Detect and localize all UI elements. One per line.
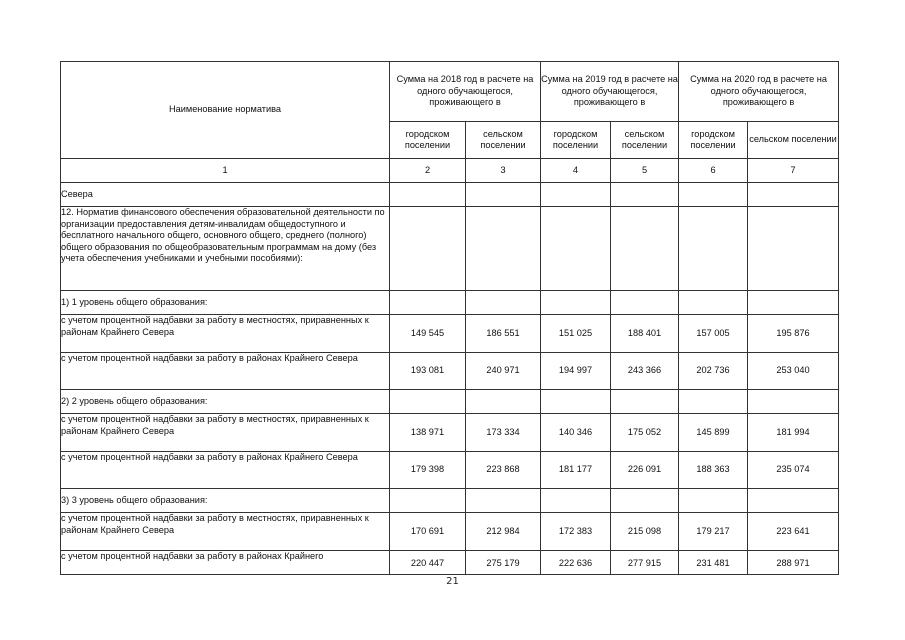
table-row	[61, 353, 839, 390]
value-cell: 175 052	[611, 414, 679, 452]
value-cell: 138 971	[390, 414, 466, 452]
value-cell: 188 401	[611, 315, 679, 353]
column-number: 6	[679, 159, 748, 183]
table-row	[61, 291, 839, 315]
value-cell: 231 481	[679, 551, 748, 575]
value-cell: 140 346	[541, 414, 611, 452]
column-number: 7	[748, 159, 839, 183]
table-row	[61, 489, 839, 513]
table-row	[61, 183, 839, 207]
value-cell: 181 994	[748, 414, 839, 452]
column-number: 5	[611, 159, 679, 183]
header-urban-2019: городском поселении	[541, 122, 611, 159]
value-cell: 194 997	[541, 353, 611, 390]
value-cell: 275 179	[466, 551, 541, 575]
value-cell: 179 217	[679, 513, 748, 551]
header-rural-2019: сельском поселении	[611, 122, 679, 159]
table-row	[61, 315, 839, 353]
value-cell: 222 636	[541, 551, 611, 575]
header-year-2019: Сумма на 2019 год в расчете на одного обучающегося, проживающего в	[541, 62, 679, 122]
value-cell: 277 915	[611, 551, 679, 575]
value-cell: 235 074	[748, 452, 839, 489]
header-year-2018: Сумма на 2018 год в расчете на одного обучающегося, проживающего в	[390, 62, 541, 122]
column-number: 2	[390, 159, 466, 183]
value-cell: 243 366	[611, 353, 679, 390]
value-cell: 226 091	[611, 452, 679, 489]
value-cell: 151 025	[541, 315, 611, 353]
level-heading: 2) 2 уровень общего образования:	[61, 390, 390, 414]
table-row	[61, 207, 839, 291]
value-cell: 179 398	[390, 452, 466, 489]
header-name-column: Наименование норматива	[61, 62, 390, 159]
section-heading: 12. Норматив финансового обеспечения образовательной деятельности по организации предоставления детям-инвалидам общедоступного и бесплатного начального общего, основного общего, среднего (полного) общего образования по общеобразовательным программам на дому (без учета обеспечения учебниками и учебными пособиями):	[61, 207, 390, 291]
row-label: с учетом процентной надбавки за работу в местностях, приравненных к районам Крайнего Севера	[61, 315, 390, 353]
column-number: 4	[541, 159, 611, 183]
row-label: с учетом процентной надбавки за работу в местностях, приравненных к районам Крайнего Севера	[61, 513, 390, 551]
row-label: с учетом процентной надбавки за работу в районах Крайнего Севера	[61, 452, 390, 489]
value-cell: 223 641	[748, 513, 839, 551]
value-cell: 172 383	[541, 513, 611, 551]
row-label: с учетом процентной надбавки за работу в местностях, приравненных к районам Крайнего Севера	[61, 414, 390, 452]
value-cell: 157 005	[679, 315, 748, 353]
page-number: 21	[446, 576, 459, 587]
norms-table	[60, 61, 839, 575]
header-year-2020: Сумма на 2020 год в расчете на одного обучающегося, проживающего в	[679, 62, 839, 122]
value-cell: 145 899	[679, 414, 748, 452]
row-label: с учетом процентной надбавки за работу в районах Крайнего Севера	[61, 353, 390, 390]
header-rural-2020: сельском поселении	[748, 122, 839, 159]
row-label: Севера	[61, 183, 390, 207]
header-rural-2018: сельском поселении	[466, 122, 541, 159]
level-heading: 1) 1 уровень общего образования:	[61, 291, 390, 315]
value-cell: 253 040	[748, 353, 839, 390]
column-number-row	[61, 159, 839, 183]
value-cell: 220 447	[390, 551, 466, 575]
value-cell: 288 971	[748, 551, 839, 575]
value-cell: 240 971	[466, 353, 541, 390]
column-number: 1	[61, 159, 390, 183]
value-cell: 188 363	[679, 452, 748, 489]
row-label: с учетом процентной надбавки за работу в районах Крайнего	[61, 551, 390, 575]
value-cell: 193 081	[390, 353, 466, 390]
value-cell: 173 334	[466, 414, 541, 452]
header-urban-2020: городском поселении	[679, 122, 748, 159]
table-row	[61, 414, 839, 452]
value-cell: 181 177	[541, 452, 611, 489]
header-urban-2018: городском поселении	[390, 122, 466, 159]
level-heading: 3) 3 уровень общего образования:	[61, 489, 390, 513]
table-row	[61, 551, 839, 575]
value-cell: 170 691	[390, 513, 466, 551]
value-cell: 202 736	[679, 353, 748, 390]
value-cell: 223 868	[466, 452, 541, 489]
header-row-years	[61, 62, 839, 122]
value-cell: 195 876	[748, 315, 839, 353]
value-cell: 149 545	[390, 315, 466, 353]
value-cell: 215 098	[611, 513, 679, 551]
table-row	[61, 513, 839, 551]
table-row	[61, 452, 839, 489]
column-number: 3	[466, 159, 541, 183]
value-cell: 212 984	[466, 513, 541, 551]
table-row	[61, 390, 839, 414]
value-cell: 186 551	[466, 315, 541, 353]
